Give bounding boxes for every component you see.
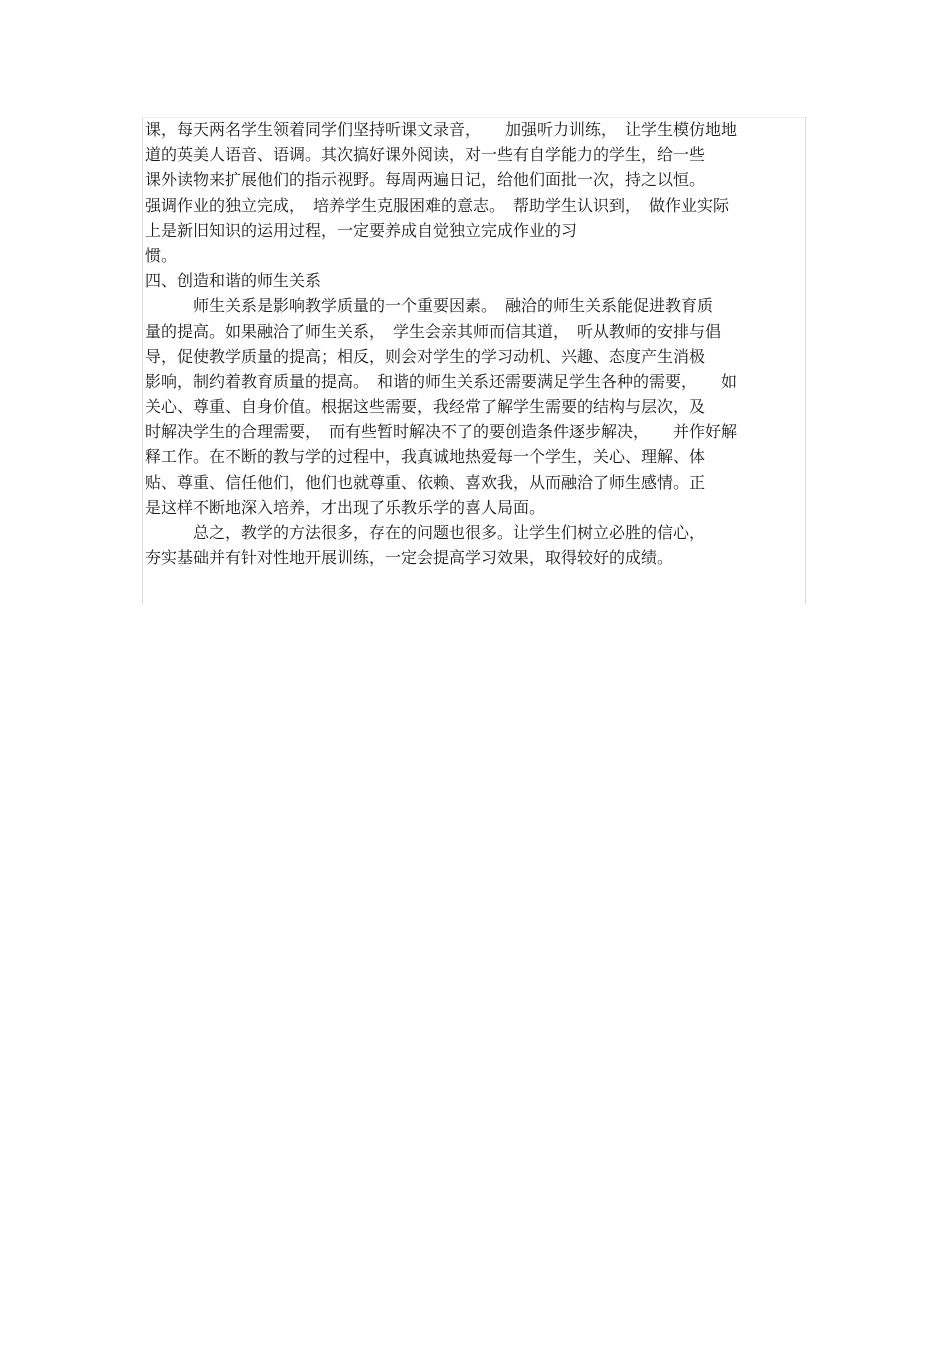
text-line: 师生关系是影响教学质量的一个重要因素。 融洽的师生关系能促进教育质 [145,296,714,316]
text-line: 释工作。在不断的教与学的过程中，我真诚地热爱每一个学生，关心、理解、体 [145,447,706,467]
text-line: 上是新旧知识的运用过程，一定要养成自觉独立完成作业的习 [145,220,578,240]
text-line: 关心、尊重、自身价值。根据这些需要，我经常了解学生需要的结构与层次，及 [145,397,706,417]
text-line: 强调作业的独立完成， 培养学生克服困难的意志。 帮助学生认识到， 做作业实际 [145,195,730,215]
text-line: 惯。 [145,245,178,265]
text-line: 是这样不断地深入培养，才出现了乐教乐学的喜人局面。 [145,497,546,517]
text-line: 课外读物来扩展他们的指示视野。每周两遍日记，给他们面批一次，持之以恒。 [145,170,706,190]
text-line: 时解决学生的合理需要， 而有些暂时解决不了的要创造条件逐步解决， 并作好解 [145,422,738,442]
text-line: 课，每天两名学生领着同学们坚持听课文录音， 加强听力训练， 让学生模仿地地 [145,120,738,139]
text-line: 夯实基础并有针对性地开展训练，一定会提高学习效果，取得较好的成绩。 [145,548,674,568]
text-line: 贴、尊重、信任他们，他们也就尊重、依赖、喜欢我，从而融洽了师生感情。正 [145,472,706,492]
text-line: 量的提高。如果融洽了师生关系， 学生会亲其师而信其道， 听从教师的安排与倡 [145,321,722,341]
text-line: 总之，教学的方法很多，存在的问题也很多。让学生们树立必胜的信心， [145,523,706,542]
text-line: 影响，制约着教育质量的提高。 和谐的师生关系还需要满足学生各种的需要， 如 [145,371,738,391]
document-body [145,117,807,570]
section-heading: 四、创造和谐的师生关系 [145,271,322,291]
text-line: 道的英美人语音、语调。其次搞好课外阅读，对一些有自学能力的学生，给一些 [145,145,706,165]
text-line: 导，促使教学质量的提高；相反，则会对学生的学习动机、兴趣、态度产生消极 [145,346,706,366]
